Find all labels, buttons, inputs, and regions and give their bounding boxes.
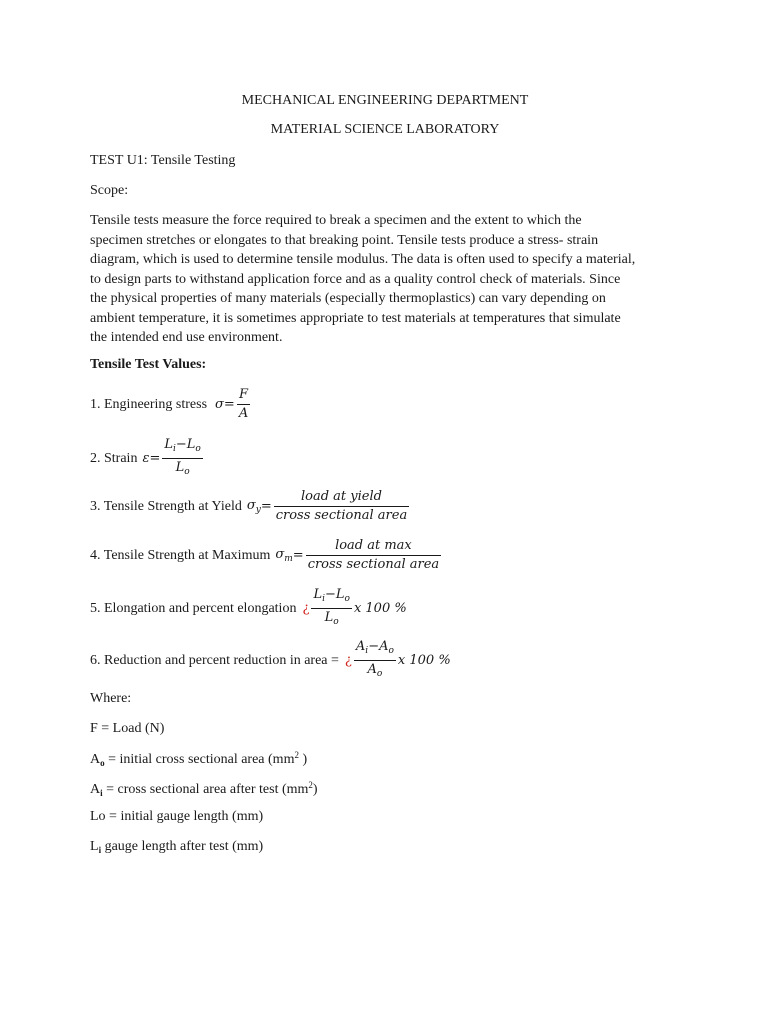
formula-label: 5. Elongation and percent elongation xyxy=(90,600,297,616)
formula-yield-strength xyxy=(90,488,411,525)
denominator: $L_o$ xyxy=(311,608,352,631)
numerator: F xyxy=(238,387,249,402)
scope-label: Scope: xyxy=(90,183,129,198)
test-title: TEST U1: Tensile Testing xyxy=(90,153,236,168)
percent-multiplier: x 100 % xyxy=(397,653,451,668)
definition-initial-area: $A_o$ = initial cross sectional area ($mm^2$ ) xyxy=(90,750,308,768)
denominator: A xyxy=(238,406,249,421)
denominator: $A_o$ xyxy=(354,660,396,683)
placeholder-glyph: ¿ xyxy=(344,653,352,668)
denominator: cross sectional area xyxy=(307,557,440,572)
equals-sign: = xyxy=(223,397,235,412)
formula-elongation xyxy=(90,586,407,631)
scope-line: specimen stretches or elongates to that breaking point. Tensile tests produce a stress- strain xyxy=(90,232,599,248)
definition-initial-length: Lo = initial gauge length (mm) xyxy=(90,809,264,824)
sigma-symbol: $\sigma_m$ xyxy=(275,547,293,564)
scope-line: Tensile tests measure the force required to break a specimen and the extent to which the xyxy=(90,213,582,228)
lab-heading: MATERIAL SCIENCE LABORATORY xyxy=(270,122,500,137)
numerator: $L_i-L_o$ xyxy=(313,587,350,604)
values-heading: Tensile Test Values: xyxy=(90,357,207,372)
formula-engineering-stress xyxy=(90,386,252,423)
equals-sign: = xyxy=(292,548,304,563)
definition-load: F = Load (N) xyxy=(90,721,165,736)
where-label: Where: xyxy=(90,691,132,706)
formula-label: 1. Engineering stress xyxy=(90,396,208,412)
scope-line: the physical properties of many materials (especially thermoplastics) can vary depending on xyxy=(90,291,606,306)
scope-line: diagram, which is used to determine tensile modulus. The data is often used to specify a material, xyxy=(90,252,636,267)
scope-paragraph xyxy=(90,211,680,348)
definition-final-length: $L_i$ gauge length after test (mm) xyxy=(90,839,264,855)
formula-max-strength xyxy=(90,537,443,574)
stress-fraction xyxy=(237,386,250,423)
denominator: cross sectional area xyxy=(275,508,408,523)
denominator: $L_o$ xyxy=(162,458,203,481)
formula-strain xyxy=(90,436,205,481)
sigma-symbol: $\sigma_y$ xyxy=(246,498,261,515)
percent-multiplier: x 100 % xyxy=(353,601,407,616)
definition-final-area: $A_i$ = cross sectional area after test $(mm^2)$ xyxy=(90,780,318,798)
strain-fraction xyxy=(162,436,203,481)
reduction-fraction xyxy=(354,638,396,683)
scope-line: the intended end use environment. xyxy=(90,330,283,345)
numerator: load at yield xyxy=(300,489,382,504)
max-fraction xyxy=(306,537,441,574)
equals-sign: = xyxy=(149,451,161,466)
numerator: $A_i-A_o$ xyxy=(355,639,394,656)
equals-sign: = xyxy=(260,499,272,514)
elongation-fraction xyxy=(311,586,352,631)
numerator: $L_i-L_o$ xyxy=(164,437,201,454)
formula-label: 2. Strain xyxy=(90,450,138,466)
formula-label: 4. Tensile Strength at Maximum xyxy=(90,547,271,563)
numerator: load at max xyxy=(335,538,412,553)
scope-line: ambient temperature, it is sometimes appropriate to test materials at temperatures that simulate xyxy=(90,310,621,326)
formula-label: 3. Tensile Strength at Yield xyxy=(90,498,242,514)
formula-label: 6. Reduction and percent reduction in area = xyxy=(90,652,339,668)
yield-fraction xyxy=(274,488,409,525)
scope-line: to design parts to withstand application force and as a quality control check of materials. Since xyxy=(90,271,621,287)
sigma-symbol: σ xyxy=(215,397,224,412)
formula-reduction-area xyxy=(90,638,451,683)
placeholder-glyph: ¿ xyxy=(302,601,310,616)
epsilon-symbol: ε xyxy=(142,451,150,466)
department-heading: MECHANICAL ENGINEERING DEPARTMENT xyxy=(241,93,529,108)
